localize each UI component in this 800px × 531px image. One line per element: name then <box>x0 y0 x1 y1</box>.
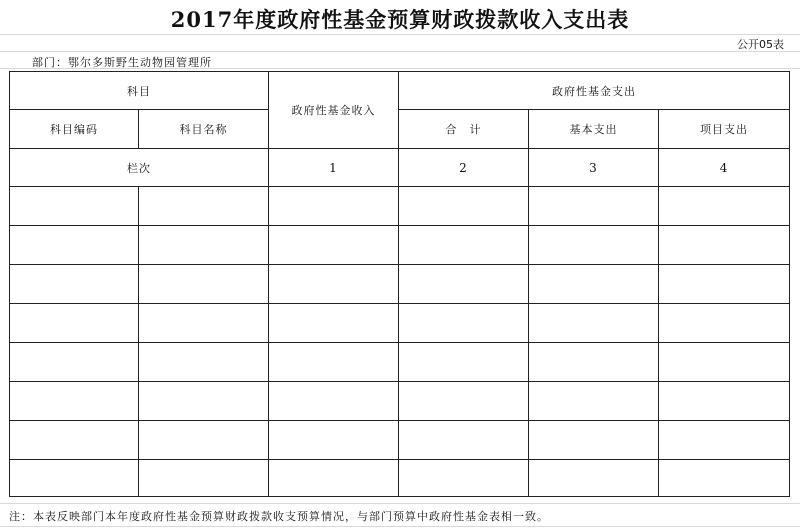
table-cell[interactable] <box>399 304 529 343</box>
table-cell[interactable] <box>10 382 139 421</box>
page-title: 2017年度政府性基金预算财政拨款收入支出表 <box>170 7 630 32</box>
table-cell[interactable] <box>269 343 399 382</box>
table-cell[interactable] <box>399 421 529 460</box>
table-row <box>10 382 790 421</box>
table-cell[interactable] <box>269 187 399 226</box>
table-cell[interactable] <box>659 187 790 226</box>
table-row <box>10 460 790 497</box>
table-cell[interactable] <box>10 343 139 382</box>
table-row <box>10 187 790 226</box>
table-cell[interactable] <box>139 421 269 460</box>
table-cell[interactable] <box>529 226 659 265</box>
table-cell[interactable] <box>529 421 659 460</box>
table-cell[interactable] <box>139 304 269 343</box>
table-row <box>10 304 790 343</box>
budget-table <box>9 71 790 497</box>
sheet-gridline <box>0 51 800 52</box>
table-cell[interactable] <box>269 421 399 460</box>
sheet-gridline <box>0 526 800 527</box>
header-expenditure: 政府性基金支出 <box>399 72 790 110</box>
table-cell[interactable] <box>139 187 269 226</box>
table-row <box>10 343 790 382</box>
index-col-1: 1 <box>269 149 399 187</box>
table-cell[interactable] <box>399 343 529 382</box>
table-cell[interactable] <box>10 304 139 343</box>
table-cell[interactable] <box>139 226 269 265</box>
table-cell[interactable] <box>659 421 790 460</box>
table-cell[interactable] <box>10 421 139 460</box>
sheet-gridline <box>0 503 800 504</box>
table-cell[interactable] <box>529 265 659 304</box>
header-income: 政府性基金收入 <box>269 72 399 149</box>
table-cell[interactable] <box>139 343 269 382</box>
table-code: 公开05表 <box>737 38 784 51</box>
footnote: 注：本表反映部门本年度政府性基金预算财政拨款收支预算情况，与部门预算中政府性基金表相一致。 <box>9 510 549 523</box>
sheet-gridline <box>0 34 800 35</box>
header-subject-code: 科目编码 <box>10 110 139 149</box>
table-cell[interactable] <box>10 460 139 497</box>
table-cell[interactable] <box>139 382 269 421</box>
table-cell[interactable] <box>10 226 139 265</box>
table-cell[interactable] <box>659 382 790 421</box>
table-cell[interactable] <box>399 382 529 421</box>
index-col-3: 3 <box>529 149 659 187</box>
index-col-4: 4 <box>659 149 790 187</box>
table-cell[interactable] <box>399 265 529 304</box>
table-cell[interactable] <box>529 343 659 382</box>
table-cell[interactable] <box>659 304 790 343</box>
table-cell[interactable] <box>269 460 399 497</box>
table-cell[interactable] <box>529 304 659 343</box>
table-cell[interactable] <box>529 187 659 226</box>
index-row-label: 栏次 <box>10 149 269 187</box>
table-row <box>10 226 790 265</box>
table-cell[interactable] <box>10 187 139 226</box>
table-row <box>10 421 790 460</box>
table-cell[interactable] <box>399 226 529 265</box>
table-cell[interactable] <box>529 382 659 421</box>
table-cell[interactable] <box>139 265 269 304</box>
table-cell[interactable] <box>269 265 399 304</box>
table-cell[interactable] <box>269 226 399 265</box>
table-cell[interactable] <box>399 460 529 497</box>
table-cell[interactable] <box>659 460 790 497</box>
table-cell[interactable] <box>659 226 790 265</box>
header-subject-name: 科目名称 <box>139 110 269 149</box>
index-col-2: 2 <box>399 149 529 187</box>
table-cell[interactable] <box>269 382 399 421</box>
table-cell[interactable] <box>10 265 139 304</box>
table-cell[interactable] <box>659 265 790 304</box>
header-total: 合 计 <box>399 110 529 149</box>
table-cell[interactable] <box>529 460 659 497</box>
table-cell[interactable] <box>269 304 399 343</box>
table-row <box>10 265 790 304</box>
header-project: 项目支出 <box>659 110 790 149</box>
table-cell[interactable] <box>399 187 529 226</box>
table-cell[interactable] <box>139 460 269 497</box>
header-basic: 基本支出 <box>529 110 659 149</box>
department-label: 部门：鄂尔多斯野生动物园管理所 <box>32 56 212 69</box>
table-cell[interactable] <box>659 343 790 382</box>
header-subject: 科目 <box>10 72 269 110</box>
